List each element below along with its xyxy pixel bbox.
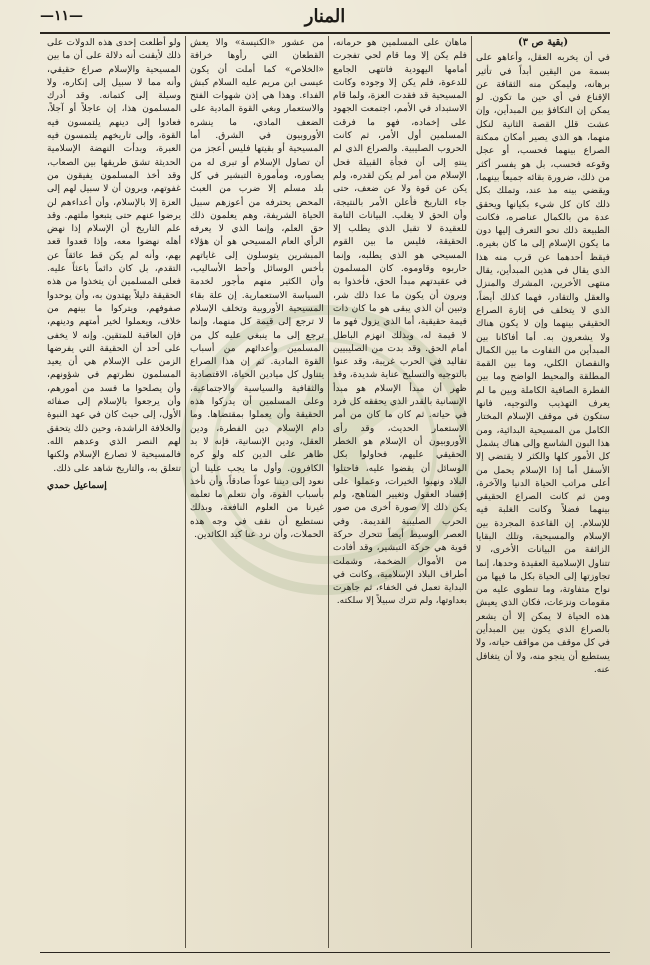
column-divider [185,36,186,948]
column-2 [333,36,467,948]
column-1-text: في أن يخربه العقل، وأعاهو على بسمة من اليقين أبداً في تأثير برهانه، وليمكن منه الثقافة عن الإقناع في أي حين ما تكون. لو يمكن إن التكافؤ بين المبدأين، وإن عشت قلل القصة الثانية لنكل منهما، هو الذي يصير أمكان ممكنة الصراع بينهما فحسب، أو عجل وقوعه فحسب، بل هو يفسر أكثر من ذلك، ضرورة بقائه جميعاً بينهما، ويقضي بينه مذ عند، وتملك بكل ذلك كان كل شيء بكيانها ويحقق عدة من بالكمال عناصره، فكانت الطبيعة ذلك نحو التعرف إليها دون ما يكون الإسلام إلى ما كان بغيره. فيقظ أحدهما عن قرب منه هذا الذي يقال في هذين المبدأين، يقال منتهى الأخرين، المشرك والمنزل والعقل والتقادر، فهما كذلك أيضاً، الذي لا يتخلف في إثارة الصراع الحقيقي بينهما وإن لا يكون هناك ولا يشعرون به. أما أفاكانا بين المبدأين من التفاوت ما بين الكمال والنقصان الكلي، وما بين القمة المطلقة والمحيط الواضح وما بين الفطرة الصافية الكاملة وبين ما لم يعرف التهذيب والتوجيه، فانها ستكون في موقف الإسلام المختار الكامل من المسيحية البدائية، ومن هذا البون الشاسع وإلى هناك يشمل كل الأمور كلها والكثر لا يقتضي إلا الأسفل أما إذا الإسلام يحمل من أعلى مراتب الحياة الدنيا والآخرة، ومن ثم كانت الصراع الحقيقي بينهما فضلاً وكانت الغلبة فيه للإسلام. إن القاعدة المجردة بين الإسلام والمسيحية، وتلك البقايا الزائفة من البيانات الأخرى، لا تتناول الإسلامية العقيدة وحدها، إنما تجاوزتها إلى الحياة بكل ما فيها من نواح متفاوتة، وما تنطوي عليه من مقومات ونزعات، فكان الذي يعيش هذه الحياة لا يمكن إلا أن يشعر بالصراع الذي يكون بين المبدأين في كل موقف من مواقف حياته، ولا يستطيع أن ينجو منه، ولا أن يتغافل عنه. [476,52,610,675]
footer-rule [40,952,610,953]
column-1 [476,36,610,948]
column-2-text: ماهان على المسلمين هو حرمانه، فلم يكن إلا وما قام لحي تفجرت أمامها اليهودية فانتهى الجامع للدعوة، فلم يكن إلا وجوده وكانت المسيحية قد فقدت العزة، ولما قام الاستبداد في الأمم، اجتمعت الجهود على إخماده، فهو ما فرقت المسلمين أول الأمر، ثم كانت الحروب الصليبية. والصراع الذي لم ينتهِ إلى أن فجأة القبيلة فحل الإسلام من أمر لم يكن لقدره، ولم يكن عن قوة ولا عن ضعف، حتى جاء التاريخ فأعلن الأمر بالنتيجة، وأن الحق لا يغلب. البيانات التامة للعقيدة لا تقبل الذي يطلب إلا الحقيقة، فليس ما بين القوم المسيحي هو الذي يطلبه، وإنما حاربوه وقاوموه. كان المسلمون في عقيدتهم مبدأ الحق، فأخذوا به ويرون أن يكون ما عدا ذلك شر، وتبين أن الذي يبقى هو ما كان ذات قيمة حقيقية، أما الذي يزول فهو ما لا قيمة له، وبذلك انهزم الباطل أمام الحق. وقد بدت من الصليبيين تقاليد في الحرب غريبة، وقد عنوا بالتوجيه والتسليح عناية شديدة، وقد ظهر أن مبدأ الإسلام هو مبدأ الإنسانية بالقدر الذي يحققه كل فرد في حياته. ثم كان ما كان من أمر الاستعمار الحديث، وقد رأى الأوروبيون أن الإسلام هو الخطر الحقيقي عليهم، فحاولوا بكل الوسائل أن يقضوا عليه، فاحتلوا البلاد ونهبوا الخيرات، وعملوا على إفساد العقول وتغيير المناهج، ولم يكن ذلك إلا صورة أخرى من صور الحرب الصليبية القديمة. وفي العصر الوسيط أيضاً تتحرك حركة قوية هي حركة التبشير، وقد أفادت من الأموال الضخمة، وشملت أطراف البلاد الإسلامية، وكانت في البداية تعمل في الخفاء، ثم جاهرت بعداوتها، ولم تترك سبيلاً إلا سلكته. [333,37,467,607]
column-4-text: ولو أطلعت إحدى هذه الدولات على ذلك لأيقنت أنه دلالة على أن ما بين المسيحية والإسلام صراع حقيقي، وأنه مما لا سبيل إلى إنكاره، ولا وسيلة إلى كتمانه. وقد أدرك المسلمون هذا، إن عاجلاً أو آجلاً، فعادوا إلى دينهم يلتمسون فيه القوة، وإلى تاريخهم يلتمسون فيه العبرة، وبدأت النهضة الإسلامية الحديثة تشق طريقها بين الصعاب، وقد أخذ المسلمون يفيقون من غفوتهم، ويرون أن لا سبيل لهم إلى العزة إلا بالإسلام، وأن أعداءهم لن يرضوا عنهم حتى يتبعوا ملتهم. وقد علم التاريخ أن الإسلام إذا نهض أهله نهضوا معه، وإذا قعدوا قعد بهم، وأنه لم يكن قط عائقاً عن التقدم، بل كان دائماً باعثاً عليه. فعلى المسلمين أن يتخذوا من هذه الحقيقة دليلاً يهتدون به، وأن يوحدوا صفوفهم، ويتركوا ما بينهم من خلاف، ويعملوا لخير أمتهم ودينهم، فإن العاقبة للمتقين. وإنه لا يخفى على أحد أن الحقيقة التي يفرضها الزمن على الإسلام هي أن يعيد المسلمون نظرتهم في شؤونهم، وأن يصلحوا ما فسد من أمورهم، وأن يرجعوا بالإسلام إلى صفائه الأول، إلى حيث كان في عهد النبوة والخلافة الراشدة، وحين ذلك يتحقق لهم النصر الذي وعدهم الله. فالمسيحية لا تصارع الإسلام ولكنها تتعلق به، والتاريخ شاهد على ذلك. [47,37,181,474]
author-signature: إسماعيل حمدي [47,479,107,491]
page-number: —١١— [40,8,84,24]
column-3-text: من عشور «الكنيسة» والا يعش القطعان التي رأوها خرافة «الخلاص» كما أملت أن يكون عيسى ابن مريم عليه السلام كبش الفداء. وهذا هي إذن شهوات الفتح والاستعمار وبغي القوة المادية على الضعف المادي، ما ينشره الأوروبيون في الشرق. أما المسيحية أو بقيتها فليس أعجز من أن تصاول الإسلام أو تبرى له من يصاوره، ومأمورة التبشير في كل بلد مسلم إلا ضرب من العبث المحض يحترفه من أعوزهم سبيل الحياة الشريفة، وهم يعلمون ذلك حق العلم، وإنما الذي لا يعرفه الرأي العام المسيحي هو أن هؤلاء المبشرين يتوسلون إلى غاياتهم بأخس الوسائل وأحط الأساليب، وأن الكثير منهم مأجور لخدمة السياسة الاستعمارية. إن علة بقاء المسيحية الأوروبية وتخلف الإسلام لا ترجع إلى قيمة كل منهما، وإنما ترجع إلى ما ينبغي عليه كل من المسلمين وأعدائهم من أسباب القوة المادية. ثم إن هذا الصراع يتناول كل ميادين الحياة، الاقتصادية والثقافية والسياسية والاجتماعية، وعلى المسلمين أن يدركوا هذه الحقيقة وأن يعملوا بمقتضاها. وما دام الإسلام دين الفطرة، ودين العقل، ودين الإنسانية، فإنه لا بد ظاهر على الدين كله ولو كره الكافرون. وأول ما يجب علينا أن نعود إلى ديننا عوداً صادقاً، وأن نأخذ بأسباب القوة، وأن نتعلم ما تعلمه غيرنا من العلوم النافعة، وبذلك نستطيع أن نقف في وجه هذه الحملات، وأن نرد عنا كيد الكائدين. [190,37,324,540]
masthead-title: المنار [304,6,346,27]
article-columns [40,36,610,948]
header-rule [40,32,610,34]
column-3 [190,36,324,948]
page-header [40,6,610,32]
column-divider [328,36,329,948]
column-4 [47,36,181,948]
column-divider [471,36,472,948]
continuation-note: (بقية ص ٣) [517,37,569,48]
